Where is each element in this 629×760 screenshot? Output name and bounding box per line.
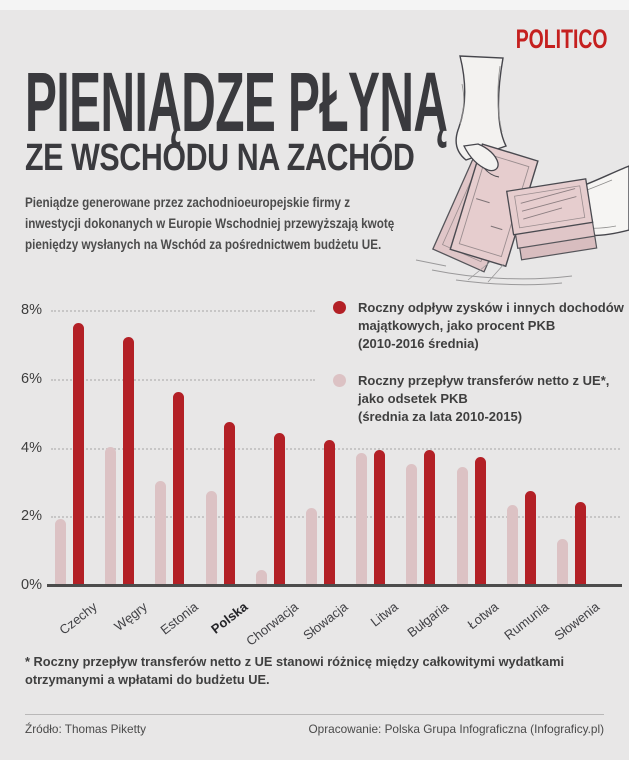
bar-outflow-polska (224, 422, 235, 584)
bar-outflow-estonia (173, 392, 184, 585)
source-credit: Źródło: Thomas Piketty (25, 722, 147, 736)
bar-transfer-rumunia (507, 505, 518, 584)
bar-outflow-czechy (73, 323, 84, 584)
gridline (51, 448, 620, 450)
gridline (51, 310, 315, 312)
x-axis-label-text: Chorwacja (243, 598, 301, 649)
legend-line: (średnia za lata 2010-2015) (358, 409, 523, 424)
design-credit: Opracowanie: Polska Grupa Infograficzna (Infograficy.pl) (308, 722, 604, 736)
x-axis-label-text: Słowacja (300, 598, 351, 643)
y-axis-tick: 8% (21, 302, 42, 318)
intro-paragraph: Pieniądze generowane przez zachodnioeuropejskie firmy z inwestycji dokonanych w Europie Wschodniej przewyższają kwotę pieniędzy wysłanych na Wschód za pośrednictwem budżetu UE. (25, 195, 395, 252)
x-axis-label-text: Bułgaria (404, 598, 452, 641)
bar-outflow-słowenia (575, 502, 586, 585)
bar-transfer-węgry (105, 447, 116, 585)
bar-transfer-łotwa (457, 467, 468, 584)
x-axis-label-text: Polska (208, 598, 251, 637)
bar-transfer-słowacja (306, 508, 317, 584)
bar-outflow-węgry (123, 337, 134, 585)
legend-item-transfers (333, 372, 625, 426)
x-axis-label-text: Rumunia (501, 598, 552, 643)
legend-item-outflow (333, 299, 625, 353)
chart-legend (333, 299, 625, 445)
x-axis-label-text: Łotwa (464, 598, 502, 633)
bar-outflow-łotwa (475, 457, 486, 584)
legend-dot-red (333, 301, 346, 314)
bar-outflow-bułgaria (424, 450, 435, 584)
politico-logo[interactable]: POLITICO (515, 24, 607, 54)
legend-label-transfers (358, 372, 609, 426)
x-axis-label-text: Węgry (111, 598, 151, 634)
x-axis-label-text: Estonia (156, 598, 201, 638)
bar-transfer-chorwacja (256, 570, 267, 584)
bar-outflow-rumunia (525, 491, 536, 584)
x-axis-label-text: Słowenia (551, 598, 602, 644)
bar-transfer-polska (206, 491, 217, 584)
legend-line: majątkowych, jako procent PKB (358, 318, 556, 333)
bar-transfer-estonia (155, 481, 166, 584)
top-strip (0, 0, 629, 10)
bar-transfer-litwa (356, 453, 367, 584)
footer-divider (25, 714, 604, 715)
bar-outflow-litwa (374, 450, 385, 584)
bar-transfer-bułgaria (406, 464, 417, 584)
bar-transfer-czechy (55, 519, 66, 584)
legend-line: Roczny przepływ transferów netto z UE*, (358, 373, 610, 388)
legend-line: (2010-2016 średnia) (358, 336, 479, 351)
bar-transfer-słowenia (557, 539, 568, 584)
y-axis-tick: 2% (21, 508, 42, 525)
legend-line: Roczny odpływ zysków i innych dochodów (358, 300, 624, 315)
y-axis-tick: 0% (21, 577, 42, 593)
page-title: PIENIĄDZE PŁYNĄ (25, 55, 448, 149)
x-axis-label-text: Litwa (367, 598, 402, 630)
legend-label-outflow (358, 299, 624, 353)
legend-line: jako odsetek PKB (358, 391, 468, 406)
y-axis-tick: 4% (21, 439, 42, 456)
page-subtitle: ZE WSCHODU NA ZACHÓD (25, 137, 415, 179)
x-axis-baseline (47, 584, 622, 587)
legend-dot-pink (333, 374, 346, 387)
y-axis-tick: 6% (21, 370, 42, 387)
footnote: * Roczny przepływ transferów netto z UE stanowi różnicę między całkowitymi wydatkami otrzymanymi a wpłatami do budżetu UE. (25, 654, 565, 687)
gridline (51, 379, 315, 381)
bar-outflow-chorwacja (274, 433, 285, 584)
bar-outflow-słowacja (324, 440, 335, 584)
x-axis-label-text: Czechy (56, 598, 100, 638)
